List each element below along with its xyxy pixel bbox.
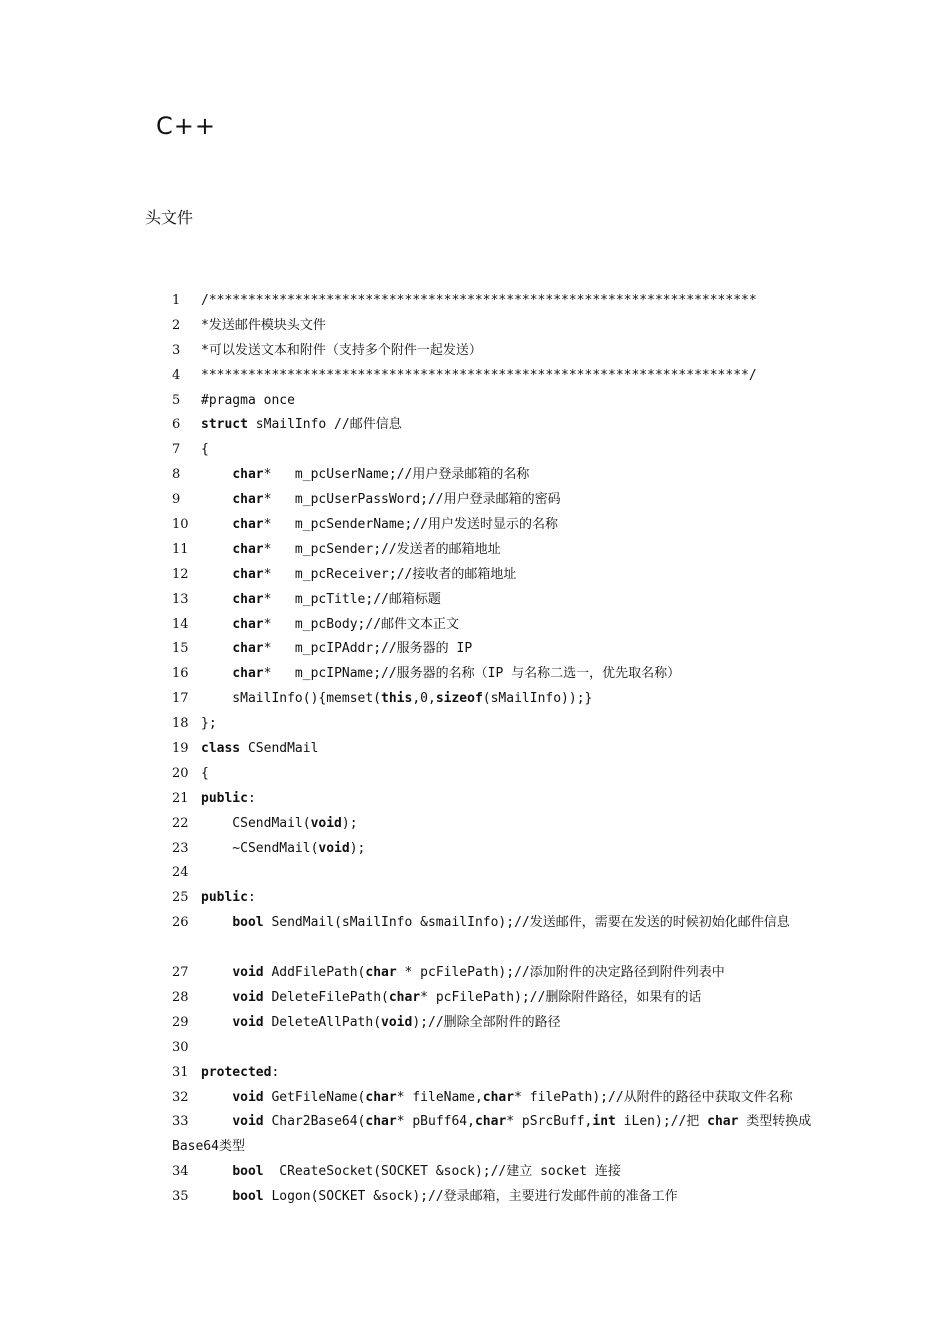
line-number: 30 bbox=[172, 1039, 189, 1055]
code-line bbox=[172, 1061, 822, 1086]
line-number: 18 bbox=[172, 716, 189, 732]
line-number: 17 bbox=[172, 691, 189, 707]
line-number: 7 bbox=[172, 442, 181, 458]
line-number: 19 bbox=[172, 741, 189, 757]
code-line bbox=[172, 1086, 822, 1111]
line-number: 11 bbox=[172, 541, 189, 557]
code-line bbox=[172, 911, 822, 961]
code-line bbox=[172, 563, 822, 588]
line-number: 20 bbox=[172, 765, 189, 781]
code-line bbox=[172, 961, 822, 986]
code-line bbox=[172, 837, 822, 862]
code-line bbox=[172, 637, 822, 662]
line-number: 8 bbox=[172, 467, 181, 483]
code-line bbox=[172, 687, 822, 712]
code-line bbox=[172, 886, 822, 911]
code-text: char* m_pcBody;//邮件文本正文 bbox=[232, 616, 460, 632]
code-line bbox=[172, 1185, 822, 1210]
code-text: char* m_pcUserName;//用户登录邮箱的名称 bbox=[232, 467, 530, 483]
line-number: 34 bbox=[172, 1164, 189, 1180]
line-number: 24 bbox=[172, 865, 189, 881]
code-line bbox=[172, 613, 822, 638]
code-text: char* m_pcIPAddr;//服务器的 IP bbox=[232, 641, 473, 657]
code-text: struct sMailInfo //邮件信息 bbox=[201, 417, 402, 433]
code-line bbox=[172, 463, 822, 488]
line-number: 4 bbox=[172, 367, 181, 383]
code-text: void AddFilePath(char * pcFilePath);//添加附件的决定路径到附件列表中 bbox=[232, 965, 725, 981]
line-number: 31 bbox=[172, 1064, 189, 1080]
code-text: char* m_pcIPName;//服务器的名称（IP 与名称二选一，优先取名称） bbox=[232, 666, 681, 682]
code-line bbox=[172, 861, 822, 886]
line-number: 21 bbox=[172, 790, 189, 806]
line-number: 16 bbox=[172, 666, 189, 682]
line-number: 27 bbox=[172, 965, 189, 981]
code-line bbox=[172, 787, 822, 812]
code-line bbox=[172, 339, 822, 364]
code-text: char* m_pcSender;//发送者的邮箱地址 bbox=[232, 541, 501, 557]
line-number: 32 bbox=[172, 1089, 189, 1105]
code-text: class CSendMail bbox=[201, 741, 319, 757]
section-heading: 头文件 bbox=[145, 208, 194, 227]
line-number: 26 bbox=[172, 915, 189, 931]
line-number: 35 bbox=[172, 1189, 189, 1205]
code-line bbox=[172, 538, 822, 563]
code-text: public: bbox=[201, 790, 256, 806]
code-line bbox=[172, 389, 822, 414]
line-number: 3 bbox=[172, 342, 181, 358]
code-text: }; bbox=[201, 716, 217, 732]
code-text: /********************************************************************** bbox=[201, 293, 757, 308]
code-line bbox=[172, 438, 822, 463]
code-line bbox=[172, 488, 822, 513]
code-text: #pragma once bbox=[201, 392, 295, 408]
code-line bbox=[172, 1011, 822, 1036]
code-line bbox=[172, 413, 822, 438]
code-text: void GetFileName(char* fileName,char* filePath);//从附件的路径中获取文件名称 bbox=[232, 1089, 793, 1105]
code-line bbox=[172, 812, 822, 837]
code-text: char* m_pcUserPassWord;//用户登录邮箱的密码 bbox=[232, 492, 561, 508]
code-text: *发送邮件模块头文件 bbox=[201, 317, 326, 333]
code-text: CSendMail(void); bbox=[201, 815, 358, 831]
line-number: 33 bbox=[172, 1114, 189, 1130]
code-text: bool Logon(SOCKET &sock);//登录邮箱，主要进行发邮件前的准备工作 bbox=[232, 1189, 678, 1205]
code-line bbox=[172, 1036, 822, 1061]
line-number: 6 bbox=[172, 417, 181, 433]
line-number: 25 bbox=[172, 890, 189, 906]
code-text: void DeleteFilePath(char* pcFilePath);//删除附件路径，如果有的话 bbox=[232, 989, 702, 1005]
code-text: char* m_pcReceiver;//接收者的邮箱地址 bbox=[232, 566, 517, 582]
code-text: *可以发送文本和附件（支持多个附件一起发送） bbox=[201, 342, 482, 358]
line-number: 1 bbox=[172, 293, 181, 308]
code-text: sMailInfo(){memset(this,0,sizeof(sMailInfo));} bbox=[201, 691, 593, 707]
code-text: { bbox=[201, 442, 209, 458]
code-text: void Char2Base64(char* pBuff64,char* pSrcBuff,int iLen);//把 char 类型转换成Base64类型 bbox=[172, 1114, 812, 1155]
code-line bbox=[172, 588, 822, 613]
line-number: 10 bbox=[172, 517, 189, 533]
code-line bbox=[172, 1110, 822, 1160]
code-text: public: bbox=[201, 890, 256, 906]
line-number: 12 bbox=[172, 566, 189, 582]
code-line bbox=[172, 289, 822, 314]
code-line bbox=[172, 737, 822, 762]
line-number: 23 bbox=[172, 840, 189, 856]
code-line bbox=[172, 662, 822, 687]
code-text: char* m_pcTitle;//邮箱标题 bbox=[232, 591, 441, 607]
code-text: { bbox=[201, 765, 209, 781]
code-line bbox=[172, 762, 822, 787]
document-title: C++ bbox=[156, 112, 216, 140]
code-line bbox=[172, 513, 822, 538]
code-line bbox=[172, 712, 822, 737]
code-text: void DeleteAllPath(void);//删除全部附件的路径 bbox=[232, 1014, 561, 1030]
code-line bbox=[172, 986, 822, 1011]
code-line bbox=[172, 314, 822, 339]
line-number: 14 bbox=[172, 616, 189, 632]
code-text: bool SendMail(sMailInfo &smailInfo);//发送邮件，需要在发送的时候初始化邮件信息 bbox=[232, 915, 790, 931]
line-number: 28 bbox=[172, 989, 189, 1005]
code-line bbox=[172, 1160, 822, 1185]
line-number: 13 bbox=[172, 591, 189, 607]
code-text: bool CReateSocket(SOCKET &sock);//建立 socket 连接 bbox=[232, 1164, 621, 1180]
line-number: 9 bbox=[172, 492, 181, 508]
line-number: 22 bbox=[172, 815, 189, 831]
line-number: 29 bbox=[172, 1014, 189, 1030]
code-line bbox=[172, 364, 822, 389]
code-listing bbox=[172, 289, 822, 1210]
code-text: protected: bbox=[201, 1064, 280, 1080]
code-text: **********************************************************************/ bbox=[201, 367, 757, 383]
line-number: 2 bbox=[172, 317, 181, 333]
code-text: char* m_pcSenderName;//用户发送时显示的名称 bbox=[232, 517, 558, 533]
line-number: 5 bbox=[172, 392, 181, 408]
code-text: ~CSendMail(void); bbox=[201, 840, 366, 856]
line-number: 15 bbox=[172, 641, 189, 657]
